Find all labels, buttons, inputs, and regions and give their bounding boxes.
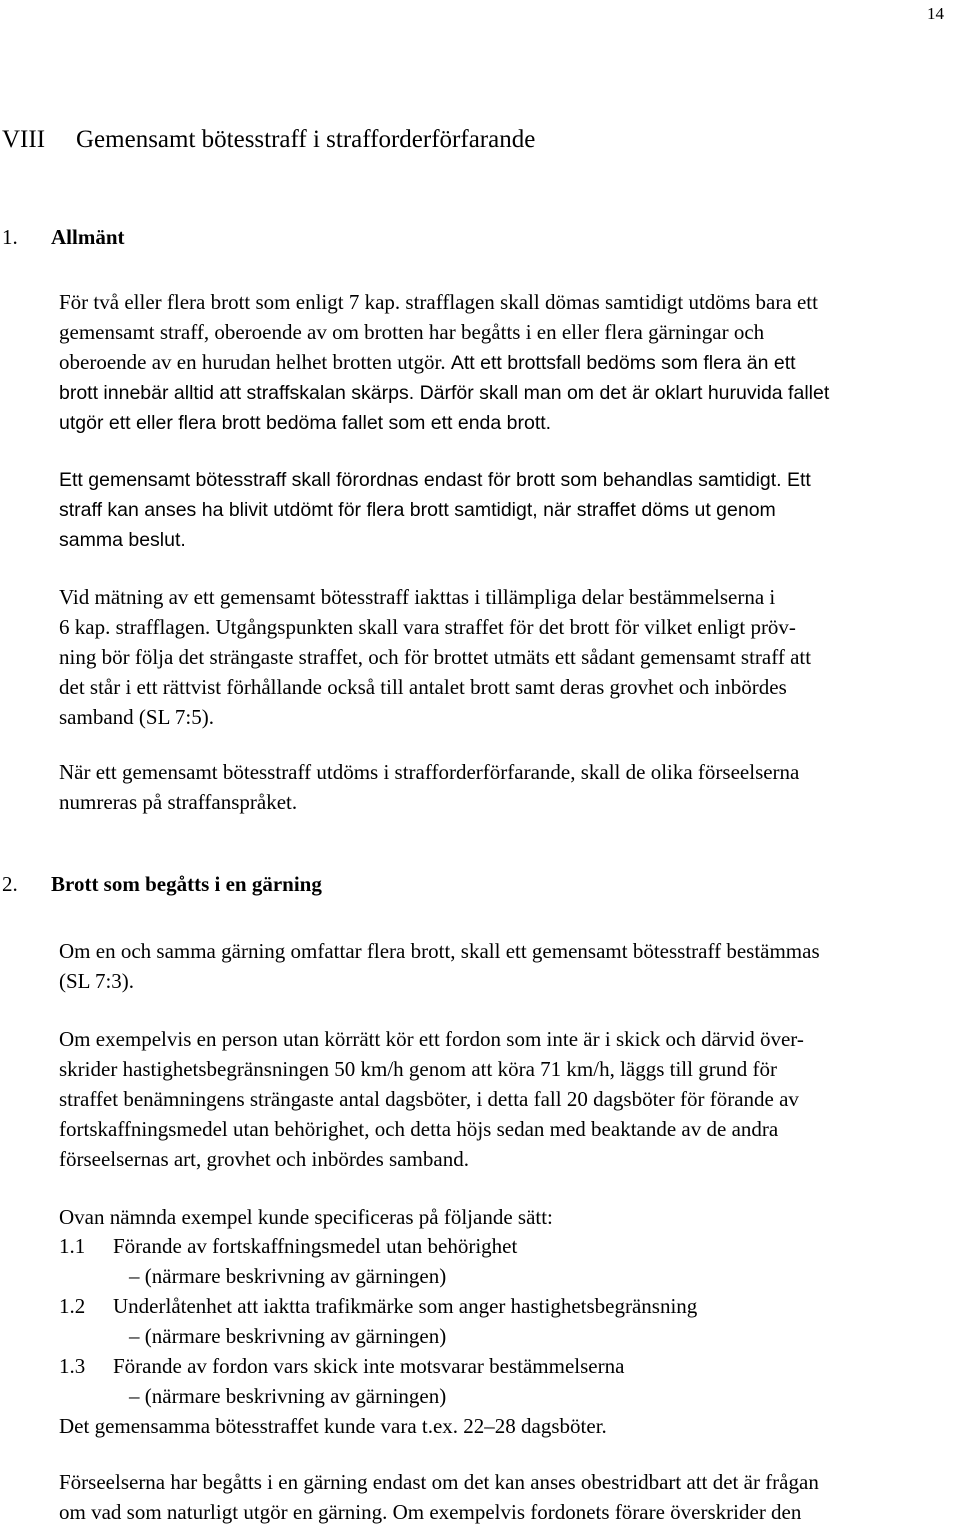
- paragraph-8: [59, 1467, 949, 1527]
- list-item: [59, 1231, 949, 1261]
- paragraph-line: När ett gemensamt bötesstraff utdöms i strafforderförfarande, skall de olika förseelserna: [59, 760, 800, 784]
- line-part: brott innebär alltid att straffskalan skärps.: [59, 382, 420, 404]
- section-title: Allmänt: [51, 225, 125, 249]
- paragraph-line: gemensamt straff, oberoende av om brotten har begåtts i en eller flera gärningar och: [59, 320, 765, 344]
- paragraph-line: Ovan nämnda exempel kunde specificeras på följande sätt:: [59, 1205, 553, 1229]
- paragraph-line: Om exempelvis en person utan körrätt kör ett fordon som inte är i skick och därvid över-: [59, 1027, 804, 1051]
- paragraph-6: [59, 1024, 949, 1174]
- section-title: Brott som begåtts i en gärning: [51, 872, 322, 896]
- line-part: Att ett brottsfall bedöms som flera än ett: [450, 352, 796, 374]
- paragraph-line: utgör ett eller flera brott bedöma fallet som ett enda brott.: [59, 412, 552, 434]
- chapter-heading: [2, 126, 535, 154]
- list-item-number: 1.3: [59, 1354, 86, 1378]
- section-heading-2: [2, 872, 322, 897]
- paragraph-1: [59, 287, 949, 438]
- list-conclusion: Det gemensamma bötesstraffet kunde vara t.ex. 22–28 dagsböter.: [59, 1414, 607, 1438]
- line-part: Därför skall man om det är oklart huruvida fallet: [419, 382, 830, 404]
- paragraph-line: om vad som naturligt utgör en gärning. Om exempelvis fordonets förare överskrider den: [59, 1500, 802, 1524]
- specification-list: [59, 1231, 949, 1441]
- paragraph-4: [59, 757, 949, 817]
- paragraph-5: [59, 936, 949, 996]
- paragraph-line: Om en och samma gärning omfattar flera brott, skall ett gemensamt bötesstraff bestämmas: [59, 939, 820, 963]
- paragraph-line: ning bör följa det strängaste straffet, och för brottet utmäts ett sådant gemensamt straff att: [59, 645, 812, 669]
- paragraph-line: För två eller flera brott som enligt 7 kap. strafflagen skall dömas samtidigt utdöms bara ett: [59, 290, 818, 314]
- paragraph-2: [59, 465, 949, 555]
- paragraph-line: det står i ett rättvist förhållande också till antalet brott samt deras grovhet och inbördes: [59, 675, 787, 699]
- paragraph-line: samband (SL 7:5).: [59, 705, 214, 729]
- line-part: oberoende av en hurudan helhet brotten utgör.: [59, 350, 451, 374]
- section-number: 1.: [2, 225, 18, 249]
- paragraph-line: (SL 7:3).: [59, 969, 135, 993]
- paragraph-7: [59, 1202, 949, 1232]
- paragraph-line: straff kan anses ha blivit utdömt för flera brott samtidigt, när straffet döms ut genom: [59, 499, 776, 521]
- paragraph-line: Ett gemensamt bötesstraff skall förordnas endast för brott som behandlas samtidigt. Ett: [59, 469, 811, 491]
- paragraph-line: [59, 347, 949, 378]
- list-item-subline: – (närmare beskrivning av gärningen): [129, 1324, 447, 1348]
- chapter-title: Gemensamt bötesstraff i strafforderförfarande: [76, 126, 536, 153]
- list-item-text: Underlåtenhet att iaktta trafikmärke som anger hastighetsbegränsning: [113, 1294, 698, 1318]
- list-item-subline: – (närmare beskrivning av gärningen): [129, 1264, 447, 1288]
- paragraph-line: förseelsernas art, grovhet och inbördes samband.: [59, 1147, 469, 1171]
- paragraph-line: straffet benämningens strängaste antal dagsböter, i detta fall 20 dagsböter för förande av: [59, 1087, 799, 1111]
- list-item-text: Förande av fordon vars skick inte motsvarar bestämmelserna: [113, 1354, 625, 1378]
- list-item-number: 1.1: [59, 1234, 86, 1258]
- list-item: [59, 1291, 949, 1321]
- paragraph-line: Vid mätning av ett gemensamt bötesstraff iakttas i tillämpliga delar bestämmelserna i: [59, 585, 776, 609]
- chapter-number: VIII: [2, 126, 46, 153]
- paragraph-line: Förseelserna har begåtts i en gärning endast om det kan anses obestridbart att det är frågan: [59, 1470, 819, 1494]
- list-item-number: 1.2: [59, 1294, 86, 1318]
- section-heading-1: [2, 225, 125, 250]
- list-item-text: Förande av fortskaffningsmedel utan behörighet: [113, 1234, 518, 1258]
- paragraph-3: [59, 582, 949, 732]
- paragraph-line: samma beslut.: [59, 529, 186, 551]
- paragraph-line: [59, 378, 949, 408]
- paragraph-line: fortskaffningsmedel utan behörighet, och detta höjs sedan med beaktande av de andra: [59, 1117, 779, 1141]
- paragraph-line: 6 kap. strafflagen. Utgångspunkten skall vara straffet för det brott för vilket enligt pröv-: [59, 615, 796, 639]
- page-number: 14: [927, 4, 944, 23]
- paragraph-line: numreras på straffanspråket.: [59, 790, 298, 814]
- section-number: 2.: [2, 872, 18, 896]
- paragraph-line: skrider hastighetsbegränsningen 50 km/h genom att köra 71 km/h, läggs till grund för: [59, 1057, 777, 1081]
- list-item-subline: – (närmare beskrivning av gärningen): [129, 1384, 447, 1408]
- list-item: [59, 1351, 949, 1381]
